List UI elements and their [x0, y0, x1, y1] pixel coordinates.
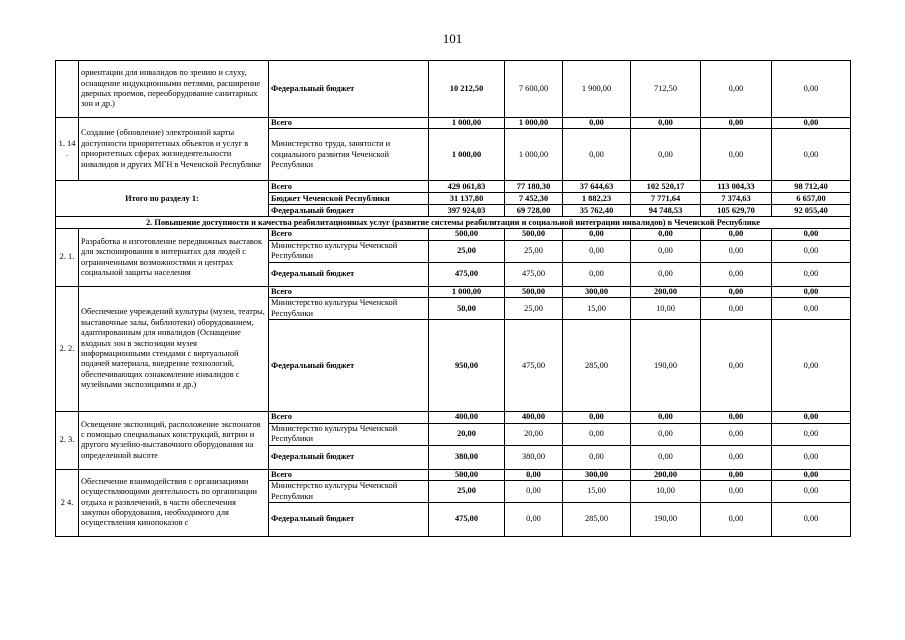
table-body	[56, 61, 851, 537]
value-cell: 429 061,83	[429, 181, 505, 193]
table-row	[56, 181, 851, 193]
value-cell: 475,00	[505, 320, 563, 412]
value-cell: 35 762,40	[563, 205, 631, 217]
value-cell: 0,00	[772, 412, 851, 423]
value-cell: 0,00	[701, 286, 772, 297]
value-cell: 0,00	[701, 469, 772, 480]
value-cell: 500,00	[505, 229, 563, 240]
value-cell: 0,00	[772, 286, 851, 297]
value-cell: 0,00	[772, 320, 851, 412]
desc-cell: Обеспечение учреждений культуры (музеи, театры, выставочные залы, библиотеки) оборудованием, адаптированным для инвалидов (Оснащение входных зон в экспозиции музея информационными стендами с виртуальной подачей материала, внедрение технологий, обеспечивающих ознакомление инвалидов с музейными экспозициями и др.)	[79, 286, 269, 411]
value-cell: 0,00	[772, 481, 851, 503]
value-cell: 0,00	[701, 503, 772, 537]
desc-cell: Обеспечение взаимодействия с организациями осуществляющими деятельность по организации отдыха и развлечений, в части обеспечения закупки оборудования, необходимого для осуществления кинопоказов с	[79, 469, 269, 536]
value-cell: 0,00	[772, 129, 851, 181]
num-cell: 2. 1.	[56, 229, 79, 286]
value-cell: 0,00	[772, 298, 851, 320]
desc-cell: Разработка и изготовление передвижных выставок для экспонирования в интернатах для людей с ограниченными возможностями и центрах социальной защиты населения	[79, 229, 269, 286]
value-cell: 0,00	[701, 118, 772, 129]
table-row	[56, 229, 851, 240]
value-cell: 94 748,53	[631, 205, 701, 217]
value-cell: 25,00	[429, 240, 505, 262]
source-cell: Федеральный бюджет	[269, 445, 429, 469]
value-cell: 380,00	[505, 445, 563, 469]
value-cell: 0,00	[772, 118, 851, 129]
value-cell: 105 629,70	[701, 205, 772, 217]
section-total-label: Итого по разделу 1:	[56, 181, 269, 217]
value-cell: 0,00	[701, 481, 772, 503]
value-cell: 15,00	[563, 481, 631, 503]
value-cell: 20,00	[429, 423, 505, 445]
source-cell: Федеральный бюджет	[269, 262, 429, 286]
table-row	[56, 286, 851, 297]
value-cell: 285,00	[563, 503, 631, 537]
num-cell: 1. 14 .	[56, 118, 79, 181]
value-cell: 500,00	[505, 286, 563, 297]
value-cell: 0,00	[563, 240, 631, 262]
value-cell: 1 000,00	[505, 129, 563, 181]
value-cell: 0,00	[701, 412, 772, 423]
value-cell: 0,00	[701, 298, 772, 320]
value-cell: 7 452,30	[505, 193, 563, 205]
value-cell: 0,00	[701, 240, 772, 262]
source-cell: Всего	[269, 229, 429, 240]
num-cell: 2. 3.	[56, 412, 79, 469]
source-cell: Федеральный бюджет	[269, 503, 429, 537]
table-row	[56, 412, 851, 423]
value-cell: 397 924,03	[429, 205, 505, 217]
value-cell: 0,00	[563, 423, 631, 445]
value-cell: 0,00	[505, 503, 563, 537]
source-cell: Министерство труда, занятости и социального развития Чеченской Республики	[269, 129, 429, 181]
value-cell: 15,00	[563, 298, 631, 320]
value-cell: 0,00	[772, 503, 851, 537]
value-cell: 69 728,00	[505, 205, 563, 217]
num-cell	[56, 61, 79, 118]
value-cell: 0,00	[701, 262, 772, 286]
value-cell: 0,00	[631, 412, 701, 423]
desc-cell: ориентации для инвалидов по зрению и слуху, оснащение индукционными петлями, расширение дверных проемов, переоборудование санитарных зон и др.)	[79, 61, 269, 118]
value-cell: 0,00	[505, 469, 563, 480]
source-cell: Министерство культуры Чеченской Республики	[269, 240, 429, 262]
value-cell: 500,00	[429, 229, 505, 240]
table-row	[56, 118, 851, 129]
source-cell: Федеральный бюджет	[269, 320, 429, 412]
value-cell: 20,00	[505, 423, 563, 445]
value-cell: 200,00	[631, 286, 701, 297]
source-cell: Министерство культуры Чеченской Республики	[269, 298, 429, 320]
value-cell: 0,00	[563, 412, 631, 423]
value-cell: 0,00	[701, 229, 772, 240]
table-row	[56, 469, 851, 480]
value-cell: 0,00	[631, 262, 701, 286]
value-cell: 0,00	[772, 423, 851, 445]
value-cell: 10 212,50	[429, 61, 505, 118]
value-cell: 400,00	[505, 412, 563, 423]
value-cell: 0,00	[563, 262, 631, 286]
page-number: 101	[442, 31, 463, 46]
value-cell: 1 900,00	[563, 61, 631, 118]
value-cell: 0,00	[772, 469, 851, 480]
value-cell: 0,00	[701, 61, 772, 118]
value-cell: 0,00	[563, 118, 631, 129]
desc-cell: Создание (обновление) электронной карты доступности приоритетных объектов и услуг в приоритетных сферах жизнедеятельности инвалидов и других МГН в Чеченской Республике	[79, 118, 269, 181]
value-cell: 7 600,00	[505, 61, 563, 118]
value-cell: 113 004,33	[701, 181, 772, 193]
source-cell: Всего	[269, 286, 429, 297]
num-cell: 2. 2.	[56, 286, 79, 411]
value-cell: 500,00	[429, 469, 505, 480]
source-cell: Всего	[269, 469, 429, 480]
value-cell: 400,00	[429, 412, 505, 423]
value-cell: 0,00	[631, 129, 701, 181]
source-cell: Федеральный бюджет	[269, 61, 429, 118]
value-cell: 37 644,63	[563, 181, 631, 193]
value-cell: 300,00	[563, 286, 631, 297]
source-cell: Министерство культуры Чеченской Республики	[269, 423, 429, 445]
value-cell: 1 000,00	[429, 286, 505, 297]
value-cell: 7 374,63	[701, 193, 772, 205]
value-cell: 0,00	[772, 240, 851, 262]
value-cell: 0,00	[631, 423, 701, 445]
value-cell: 1 000,00	[429, 118, 505, 129]
value-cell: 0,00	[772, 61, 851, 118]
value-cell: 25,00	[505, 298, 563, 320]
value-cell: 6 657,00	[772, 193, 851, 205]
num-cell: 2 4.	[56, 469, 79, 536]
source-cell: Всего	[269, 118, 429, 129]
value-cell: 0,00	[701, 129, 772, 181]
source-cell: Всего	[269, 181, 429, 193]
value-cell: 0,00	[505, 481, 563, 503]
value-cell: 0,00	[772, 229, 851, 240]
value-cell: 475,00	[505, 262, 563, 286]
value-cell: 0,00	[563, 129, 631, 181]
table-row	[56, 61, 851, 118]
value-cell: 98 712,40	[772, 181, 851, 193]
value-cell: 50,00	[429, 298, 505, 320]
value-cell: 0,00	[701, 320, 772, 412]
value-cell: 200,00	[631, 469, 701, 480]
value-cell: 102 520,17	[631, 181, 701, 193]
desc-cell: Освещение экспозиций, расположение экспонатов с помощью специальных конструкций, витрин и другого музейно-выставочного оборудования на определенной высоте	[79, 412, 269, 469]
value-cell: 7 771,64	[631, 193, 701, 205]
value-cell: 77 180,30	[505, 181, 563, 193]
value-cell: 0,00	[701, 423, 772, 445]
value-cell: 300,00	[563, 469, 631, 480]
source-cell: Бюджет Чеченской Республики	[269, 193, 429, 205]
value-cell: 0,00	[701, 445, 772, 469]
value-cell: 25,00	[505, 240, 563, 262]
value-cell: 0,00	[631, 118, 701, 129]
source-cell: Федеральный бюджет	[269, 205, 429, 217]
value-cell: 0,00	[631, 445, 701, 469]
value-cell: 0,00	[631, 240, 701, 262]
value-cell: 1 000,00	[505, 118, 563, 129]
value-cell: 475,00	[429, 503, 505, 537]
value-cell: 1 000,00	[429, 129, 505, 181]
source-cell: Всего	[269, 412, 429, 423]
value-cell: 92 055,40	[772, 205, 851, 217]
value-cell: 0,00	[772, 445, 851, 469]
value-cell: 380,00	[429, 445, 505, 469]
value-cell: 285,00	[563, 320, 631, 412]
value-cell: 190,00	[631, 503, 701, 537]
value-cell: 950,00	[429, 320, 505, 412]
value-cell: 1 882,23	[563, 193, 631, 205]
budget-table	[55, 60, 851, 537]
value-cell: 190,00	[631, 320, 701, 412]
value-cell: 25,00	[429, 481, 505, 503]
value-cell: 0,00	[563, 445, 631, 469]
value-cell: 0,00	[772, 262, 851, 286]
section-heading: 2. Повышение доступности и качества реабилитационных услуг (развитие системы реабилитации и социальной интеграции инвалидов) в Чеченской Республике	[56, 217, 851, 229]
value-cell: 475,00	[429, 262, 505, 286]
value-cell: 31 137,80	[429, 193, 505, 205]
value-cell: 712,50	[631, 61, 701, 118]
value-cell: 0,00	[631, 229, 701, 240]
value-cell: 0,00	[563, 229, 631, 240]
source-cell: Министерство культуры Чеченской Республики	[269, 481, 429, 503]
table-row	[56, 217, 851, 229]
value-cell: 10,00	[631, 298, 701, 320]
value-cell: 10,00	[631, 481, 701, 503]
